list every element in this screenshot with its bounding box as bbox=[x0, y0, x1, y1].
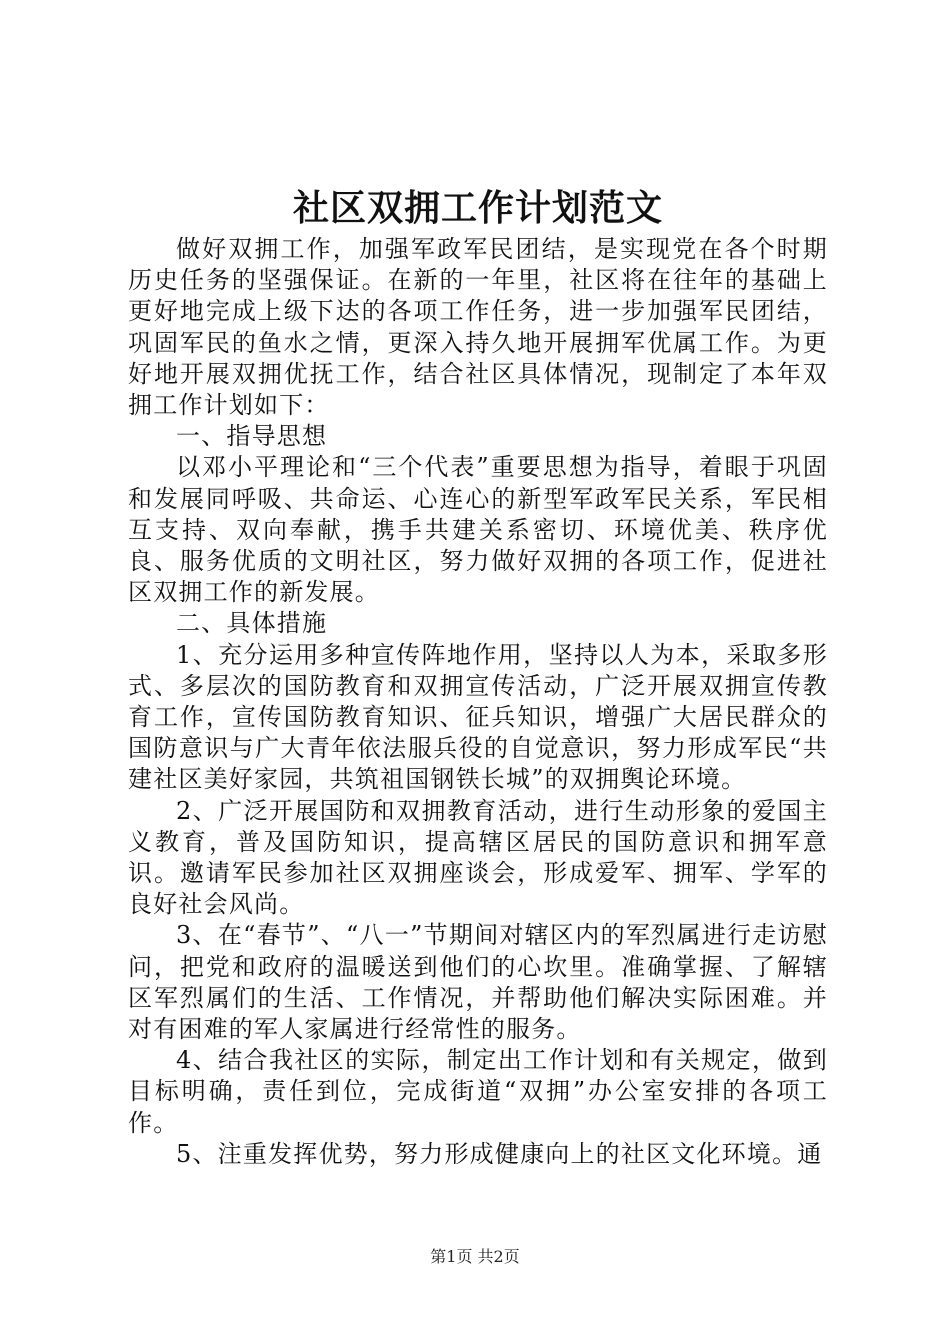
measure-item-2: 2、广泛开展国防和双拥教育活动，进行生动形象的爱国主义教育，普及国防知识，提高辖区居民的国防意识和拥军意识。邀请军民参加社区双拥座谈会，形成爱军、拥军、学军的良好社会风尚。 bbox=[128, 796, 828, 919]
measure-item-4: 4、结合我社区的实际，制定出工作计划和有关规定，做到目标明确，责任到位，完成街道“双拥”办公室安排的各项工作。 bbox=[128, 1046, 828, 1137]
measure-item-1: 1、充分运用多种宣传阵地作用，坚持以人为本，采取多形式、多层次的国防教育和双拥宣传活动，广泛开展双拥宣传教育工作，宣传国防教育知识、征兵知识，增强广大居民群众的国防意识与广大青年依法服兵役的自觉意识，努力形成军民“共建社区美好家园，共筑祖国钢铁长城”的双拥舆论环境。 bbox=[128, 640, 828, 794]
document-page bbox=[128, 182, 828, 1170]
section-paragraph-guiding-thought: 以邓小平理论和“三个代表”重要思想为指导，着眼于巩固和发展同呼吸、共命运、心连心的新型军政军民关系，军民相互支持、双向奉献，携手共建关系密切、环境优美、秩序优良、服务优质的文明社区，努力做好双拥的各项工作，促进社区双拥工作的新发展。 bbox=[128, 453, 828, 607]
section-heading-guiding-thought: 一、指导思想 bbox=[176, 422, 328, 451]
page-number-footer: 第1页 共2页 bbox=[430, 1247, 520, 1266]
intro-paragraph: 做好双拥工作，加强军政军民团结，是实现党在各个时期历史任务的坚强保证。在新的一年里，社区将在往年的基础上更好地完成上级下达的各项工作任务，进一步加强军民团结，巩固军民的鱼水之情，更深入持久地开展拥军优属工作。为更好地开展双拥优抚工作，结合社区具体情况，现制定了本年双拥工作计划如下： bbox=[128, 235, 828, 420]
section-heading-measures: 二、具体措施 bbox=[176, 609, 328, 638]
measure-item-5: 5、注重发挥优势，努力形成健康向上的社区文化环境。通 bbox=[176, 1139, 823, 1168]
document-body bbox=[128, 234, 828, 1170]
measure-item-3: 3、在“春节”、“八一”节期间对辖区内的军烈属进行走访慰问，把党和政府的温暖送到他们的心坎里。准确掌握、了解辖区军烈属们的生活、工作情况，并帮助他们解决实际困难。并对有困难的军人家属进行经常性的服务。 bbox=[128, 921, 828, 1044]
document-title: 社区双拥工作计划范文 bbox=[292, 187, 663, 229]
